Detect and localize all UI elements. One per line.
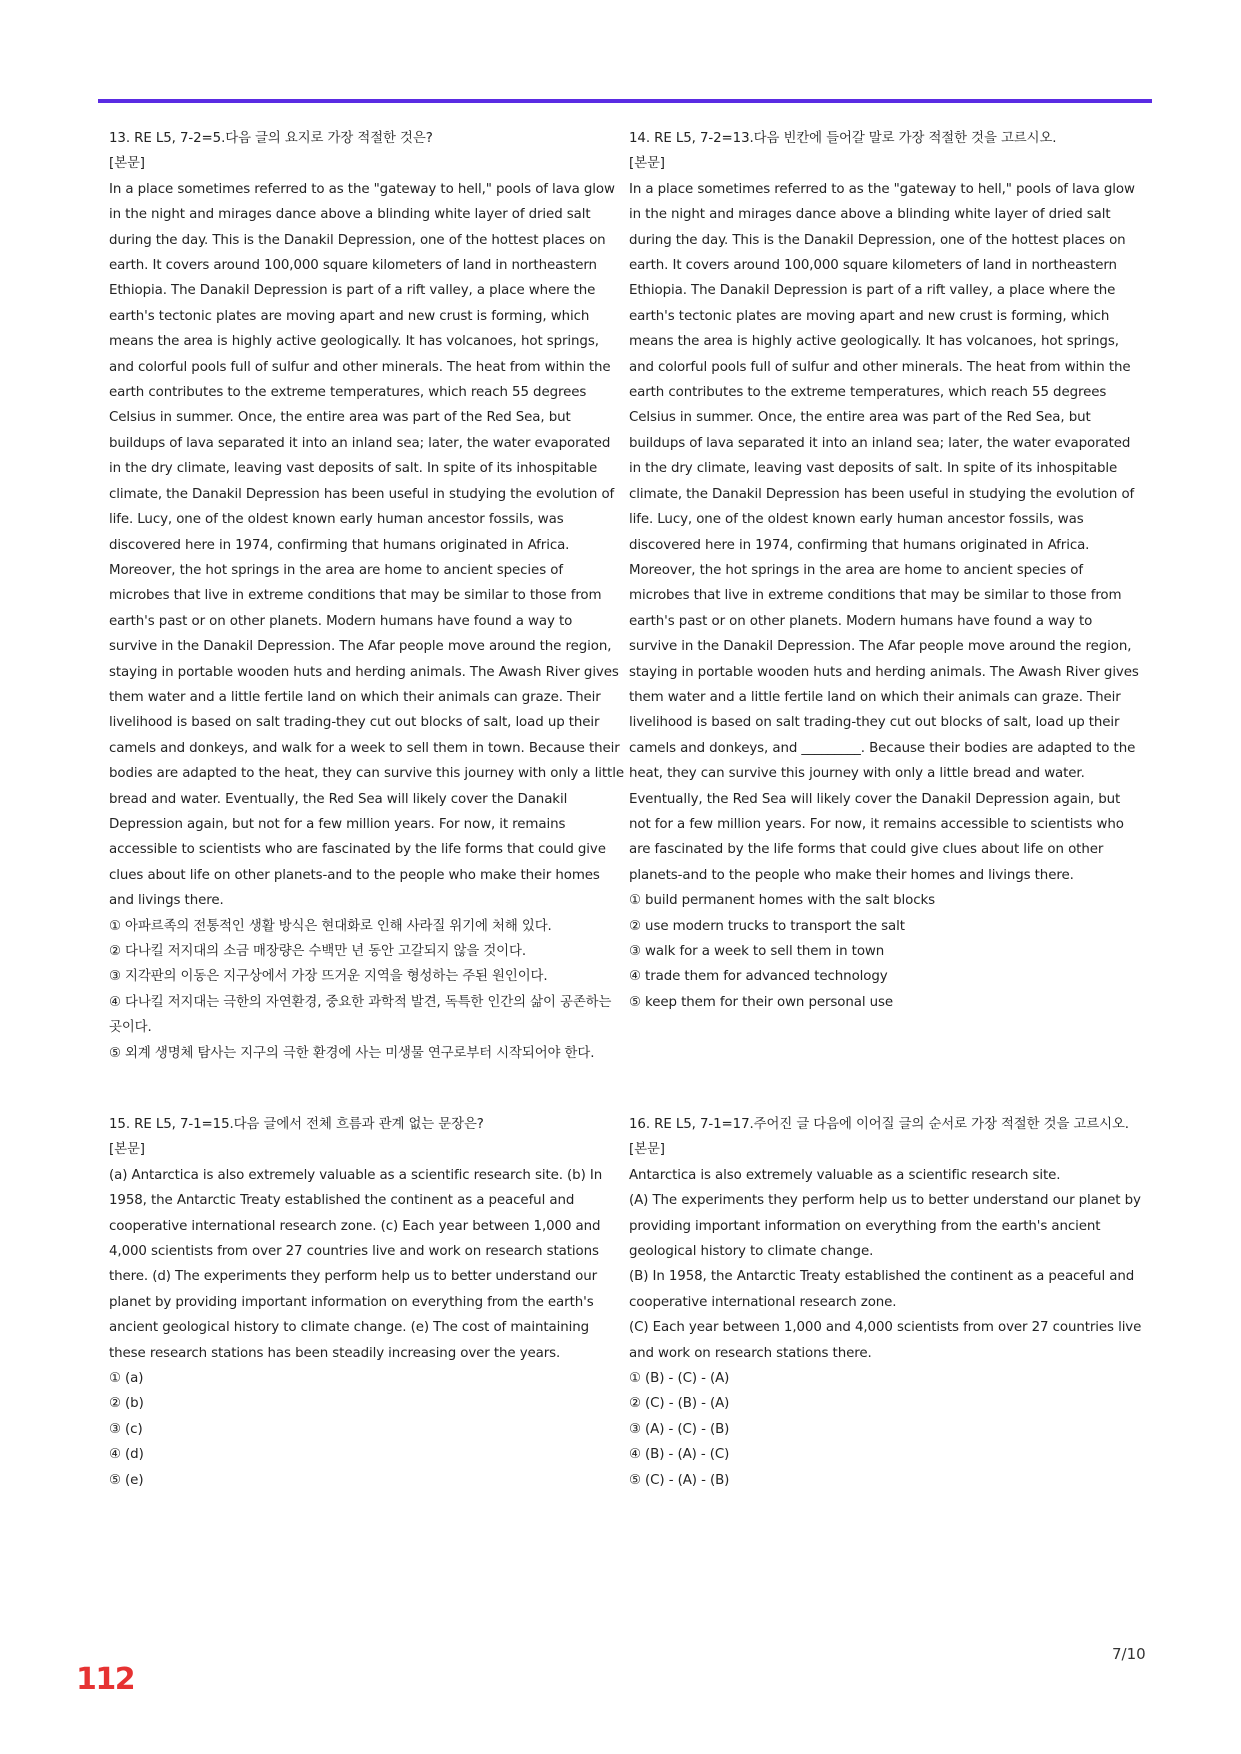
question-14-option-2: ② use modern trucks to transport the salt <box>629 918 905 934</box>
question-15-option-2: ② (b) <box>109 1396 144 1412</box>
question-16-title: 16. RE L5, 7-1=17.주어진 글 다음에 이어질 글의 순서로 가장 적절한 것을 고르시오. <box>629 1117 1129 1132</box>
logo: 112 <box>76 1662 135 1697</box>
question-15-title: 15. RE L5, 7-1=15.다음 글에서 전체 흐름과 관계 없는 문장은? <box>109 1117 484 1132</box>
question-13-tag: [본문] <box>109 156 145 172</box>
question-16-tag: [본문] <box>629 1142 665 1158</box>
question-14-tag: [본문] <box>629 156 665 172</box>
question-15-option-5: ⑤ (e) <box>109 1472 144 1488</box>
question-15-option-4: ④ (d) <box>109 1447 144 1463</box>
question-13-option-2: ② 다나킬 저지대의 소금 매장량은 수백만 년 동안 고갈되지 않을 것이다. <box>109 944 527 959</box>
question-14-option-3: ③ walk for a week to sell them in town <box>629 944 885 959</box>
page-number: 7/10 <box>1112 1645 1146 1663</box>
question-13-passage: In a place sometimes referred to as the "gateway to hell," pools of lava glow in the night and mirages dance above a blinding white layer of dried salt during the day. This is the Danakil Depression, one of the hottest places on earth. It covers around 100,000 square kilometers of land in northeastern Ethiopia. The Danakil Depression is part of a rift valley, a place where the earth's tectonic plates are moving apart and new crust is forming, which means the area is highly active geologically. It has volcanoes, hot springs, and colorful pools full of sulfur and other minerals. The heat from within the earth contributes to the extreme temperatures, which reach 55 degrees Celsius in summer. Once, the entire area was part of the Red Sea, but buildups of lava separated it into an inland sea; later, the water evaporated in the dry climate, leaving vast deposits of salt. In spite of its inhospitable climate, the Danakil Depression has been useful in studying the evolution of life. Lucy, one of the oldest known early human ancestor fossils, was discovered here in 1974, confirming that humans originated in Africa. Moreover, the hot springs in the area are home to ancient species of microbes that live in extreme conditions that may be similar to those from earth's past or on other planets. Modern humans have found a way to survive in the Danakil Depression. The Afar people move around the region, staying in portable wooden huts and herding animals. The Awash River gives them water and a little fertile land on which their animals can graze. Their livelihood is based on salt trading-they cut out blocks of salt, load up their camels and donkeys, and walk for a week to sell them in town. Because their bodies are adapted to the heat, they can survive this journey with only a little bread and water. Eventually, the Red Sea will likely cover the Danakil Depression again, but not for a few million years. For now, it remains accessible to scientists who are fascinated by the life forms that could give clues about life on other planets-and to the people who make their homes and livings there. <box>109 181 624 909</box>
question-13-option-5: ⑤ 외계 생명체 탐사는 지구의 극한 환경에 사는 미생물 연구로부터 시작되어야 한다. <box>109 1045 595 1061</box>
question-14 <box>629 126 1144 1015</box>
question-15 <box>109 1112 624 1493</box>
question-14-option-5: ⑤ keep them for their own personal use <box>629 994 894 1010</box>
question-15-tag: [본문] <box>109 1142 145 1158</box>
question-15-option-3: ③ (c) <box>109 1421 143 1437</box>
question-16 <box>629 1112 1144 1493</box>
question-15-passage: (a) Antarctica is also extremely valuable as a scientific research site. (b) In 1958, the Antarctic Treaty established the continent as a peaceful and cooperative international research zone. (c) Each year between 1,000 and 4,000 scientists from over 27 countries live and work on research stations there. (d) The experiments they perform help us to better understand our planet by providing important information on everything from the earth's ancient geological history to climate change. (e) The cost of maintaining these research stations has been steadily increasing over the years. <box>109 1167 603 1361</box>
header-accent-rule <box>98 99 1152 103</box>
question-15-option-1: ① (a) <box>109 1371 144 1387</box>
question-16-part-b: (B) In 1958, the Antarctic Treaty established the continent as a peaceful and cooperative international research zone. <box>629 1269 1135 1310</box>
question-14-title: 14. RE L5, 7-2=13.다음 빈칸에 들어갈 말로 가장 적절한 것을 고르시오. <box>629 131 1057 146</box>
question-14-option-1: ① build permanent homes with the salt blocks <box>629 893 936 909</box>
question-13-title: 13. RE L5, 7-2=5.다음 글의 요지로 가장 적절한 것은? <box>109 131 433 146</box>
question-16-part-a: (A) The experiments they perform help us to better understand our planet by providing important information on everything from the earth's ancient geological history to climate change. <box>629 1193 1141 1260</box>
question-16-option-2: ② (C) - (B) - (A) <box>629 1396 730 1412</box>
question-14-passage: In a place sometimes referred to as the "gateway to hell," pools of lava glow in the night and mirages dance above a blinding white layer of dried salt during the day. This is the Danakil Depression, one of the hottest places on earth. It covers around 100,000 square kilometers of land in northeastern Ethiopia. The Danakil Depression is part of a rift valley, a place where the earth's tectonic plates are moving apart and new crust is forming, which means the area is highly active geologically. It has volcanoes, hot springs, and colorful pools full of sulfur and other minerals. The heat from within the earth contributes to the extreme temperatures, which reach 55 degrees Celsius in summer. Once, the entire area was part of the Red Sea, but buildups of lava separated it into an inland sea; later, the water evaporated in the dry climate, leaving vast deposits of salt. In spite of its inhospitable climate, the Danakil Depression has been useful in studying the evolution of life. Lucy, one of the oldest known early human ancestor fossils, was discovered here in 1974, confirming that humans originated in Africa. Moreover, the hot springs in the area are home to ancient species of microbes that live in extreme conditions that may be similar to those from earth's past or on other planets. Modern humans have found a way to survive in the Danakil Depression. The Afar people move around the region, staying in portable wooden huts and herding animals. The Awash River gives them water and a little fertile land on which their animals can graze. Their livelihood is based on salt trading-they cut out blocks of salt, load up their camels and donkeys, and _________. Because their bodies are adapted to the heat, they can survive this journey with only a little bread and water. Eventually, the Red Sea will likely cover the Danakil Depression again, but not for a few million years. For now, it remains accessible to scientists who are fascinated by the life forms that could give clues about life on other planets-and to the people who make their homes and livings there. <box>629 181 1139 883</box>
question-13-option-3: ③ 지각판의 이동은 지구상에서 가장 뜨거운 지역을 형성하는 주된 원인이다. <box>109 969 548 985</box>
question-13-option-4: ④ 다나킬 저지대는 극한의 자연환경, 중요한 과학적 발견, 독특한 인간의 삶이 공존하는 곳이다. <box>109 994 612 1036</box>
question-16-part-c: (C) Each year between 1,000 and 4,000 scientists from over 27 countries live and work on research stations there. <box>629 1320 1142 1361</box>
question-16-option-1: ① (B) - (C) - (A) <box>629 1371 730 1387</box>
question-14-option-4: ④ trade them for advanced technology <box>629 969 888 985</box>
question-16-given-sentence: Antarctica is also extremely valuable as a scientific research site. <box>629 1167 1061 1183</box>
question-16-option-5: ⑤ (C) - (A) - (B) <box>629 1472 730 1488</box>
question-13 <box>109 126 624 1066</box>
question-13-option-1: ① 아파르족의 전통적인 생활 방식은 현대화로 인해 사라질 위기에 처해 있다. <box>109 918 552 934</box>
question-16-option-4: ④ (B) - (A) - (C) <box>629 1447 730 1463</box>
question-16-option-3: ③ (A) - (C) - (B) <box>629 1421 730 1437</box>
